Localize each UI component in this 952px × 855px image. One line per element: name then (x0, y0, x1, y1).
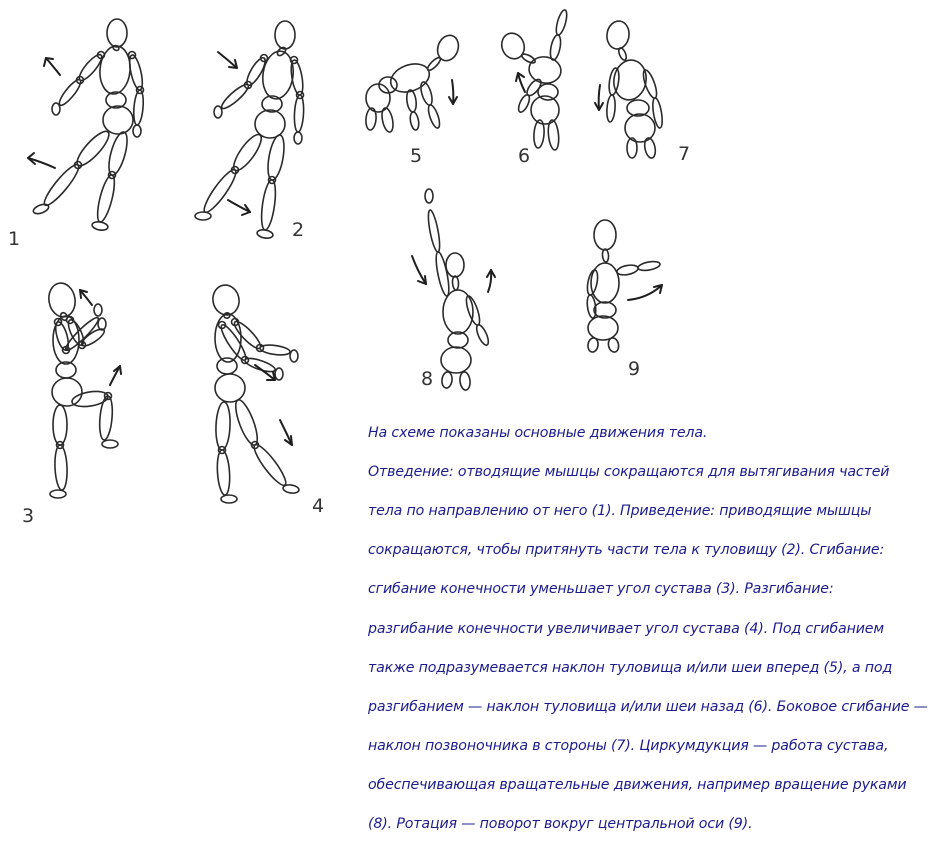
hand (52, 103, 60, 115)
figure-6-backward-bend (498, 9, 569, 167)
caption-text (368, 404, 946, 855)
thigh (587, 337, 599, 352)
forearm (554, 9, 569, 36)
forearm (409, 111, 420, 130)
caption-line: тела по направлению от него (1). Приведение: приводящие мышцы (368, 502, 872, 519)
figure-5-forward-bend (365, 32, 462, 167)
forward-bend-arrow (452, 80, 453, 104)
foot (50, 490, 66, 498)
thigh (265, 134, 287, 181)
thigh (53, 405, 67, 445)
forearm (516, 93, 531, 113)
thigh (533, 120, 545, 149)
flexion-arrow-leg (110, 366, 120, 385)
pelvis (441, 347, 471, 373)
shin (216, 450, 231, 496)
chest (260, 49, 296, 101)
hand (133, 125, 141, 137)
figure-number: 5 (410, 145, 423, 167)
forearm (259, 344, 290, 357)
hand (94, 304, 102, 316)
caption-line: обеспечивающая вращательные движения, например вращение руками (368, 777, 907, 794)
head (107, 19, 127, 47)
upper-arm (419, 81, 435, 107)
upper-arm (406, 89, 418, 112)
forearm (474, 323, 490, 346)
forearm (651, 97, 664, 128)
waist (538, 84, 558, 100)
shin (98, 395, 114, 440)
neck (602, 249, 609, 262)
caption-line: наклон позвоночника в стороны (7). Циркумдукция — работа сустава, (368, 738, 889, 755)
hand (214, 106, 222, 118)
lateral-flexion-arrow (599, 85, 600, 110)
thigh (643, 137, 657, 159)
figure-number: 7 (678, 143, 691, 165)
shin (259, 179, 278, 231)
figure-4-extension (210, 283, 324, 517)
figure-number: 3 (22, 505, 35, 527)
figure-1-abduction (8, 19, 145, 250)
upper-arm (289, 59, 305, 96)
thigh (380, 107, 395, 133)
forearm (244, 356, 277, 375)
extension-arrow-arm (255, 365, 275, 380)
pelvis (215, 374, 245, 402)
figure-9-rotation (586, 220, 662, 380)
thigh (73, 127, 113, 169)
abduction-arrow-arm (46, 58, 60, 75)
caption-line: Отведение: отводящие мышцы сокращаются для вытягивания частей (368, 463, 890, 480)
head (446, 253, 464, 277)
pelvis (103, 106, 133, 134)
caption-line: сокращаются, чтобы притянуть части тела к туловищу (2). Сгибание: (368, 542, 885, 559)
hand (98, 318, 106, 330)
shin (94, 174, 118, 224)
thigh (215, 402, 231, 451)
hand (425, 189, 433, 203)
chest (527, 54, 563, 85)
forearm (219, 82, 251, 112)
pelvis (52, 378, 82, 406)
figure-8-circumduction (412, 189, 495, 391)
forearm (606, 95, 616, 123)
figure-7-lateral-flexion (595, 20, 690, 165)
thigh (229, 131, 265, 174)
caption-line: (8). Ротация — поворот вокруг центральной оси (9). (368, 816, 753, 833)
figure-number: 1 (8, 228, 21, 250)
thigh (231, 398, 261, 448)
thigh (547, 120, 560, 151)
thigh (459, 371, 471, 390)
figure-number: 4 (312, 495, 325, 517)
forearm (637, 260, 660, 272)
foot (102, 440, 118, 448)
thigh (365, 108, 377, 131)
figure-number: 8 (421, 368, 434, 390)
head (594, 220, 616, 250)
forearm (294, 95, 305, 132)
hand (275, 368, 283, 380)
foot (195, 212, 211, 220)
hand (294, 132, 302, 144)
forearm (426, 104, 442, 130)
upper-arm (244, 55, 269, 87)
foot (256, 229, 273, 240)
thigh (607, 337, 620, 353)
thigh (71, 389, 109, 409)
caption-line: На схеме показаны основные движения тела. (368, 424, 708, 441)
forearm (56, 77, 83, 108)
upper-arm (231, 319, 263, 352)
foot (283, 484, 300, 494)
caption-line: также подразумевается наклон туловища и/или шеи вперед (5), а под (368, 659, 893, 676)
neck (452, 276, 459, 290)
upper-arm (616, 264, 639, 277)
chest (591, 263, 619, 303)
head (605, 20, 631, 51)
foot (221, 495, 237, 503)
figure-number: 9 (628, 358, 641, 380)
waist (217, 358, 237, 374)
foot (91, 221, 108, 232)
caption-line: разгибанием — наклон туловища и/или шеи назад (6). Боковое сгибание — (368, 698, 928, 715)
caption-line: разгибание конечности увеличивает угол сустава (4). Под сгибанием (368, 620, 884, 637)
neck (521, 52, 537, 64)
figure-number: 6 (518, 145, 531, 167)
figure-number: 2 (292, 219, 305, 241)
upper-arm (549, 34, 563, 61)
pelvis (255, 110, 285, 138)
head (275, 21, 295, 49)
shin (54, 445, 68, 491)
thigh (627, 138, 637, 158)
forearm (426, 209, 442, 252)
circumduction-arrow-left (412, 256, 426, 284)
hand (290, 350, 298, 362)
neck (617, 47, 628, 61)
thigh (441, 371, 453, 388)
figure-3-flexion (22, 281, 121, 527)
upper-arm (641, 68, 659, 99)
caption-line: сгибание конечности уменьшает угол сустава (3). Разгибание: (368, 581, 834, 598)
foot (32, 203, 50, 216)
forearm (133, 90, 145, 126)
head (434, 32, 462, 63)
figure-2-adduction (195, 21, 305, 241)
abduction-arrow-leg (28, 158, 55, 168)
pelvis (588, 316, 618, 340)
